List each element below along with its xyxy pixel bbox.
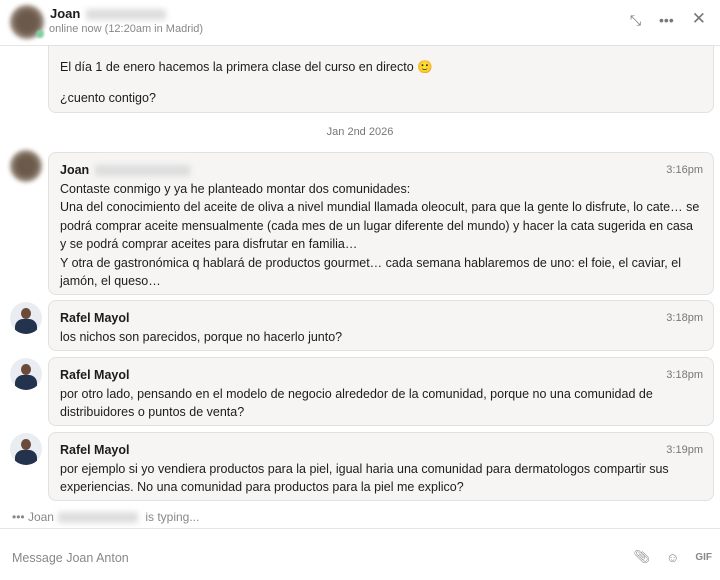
message-bubble — [48, 357, 714, 426]
message-bubble — [48, 45, 714, 113]
gif-button[interactable]: GIF — [695, 551, 712, 563]
message-input[interactable]: Message Joan Anton — [12, 551, 129, 565]
message-text: por otro lado, pensando en el modelo de negocio alrededor de la comunidad, porque no una comunidad de distribuidores o puntos de venta? — [60, 386, 653, 419]
message-text: El día 1 de enero hacemos la primera clase del curso en directo 🙂 — [60, 60, 433, 74]
contact-status: online now (12:20am in Madrid) — [49, 23, 204, 35]
message-bubble — [48, 152, 714, 295]
chat-header — [0, 0, 720, 46]
date-separator: Jan 2nd 2026 — [326, 126, 394, 138]
message-time: 3:18pm — [666, 369, 703, 381]
attachment-icon[interactable]: 📎︎ — [633, 549, 651, 564]
redacted-surname — [86, 9, 166, 20]
typing-indicator: ••• Joan is typing... — [12, 510, 200, 524]
minimize-icon[interactable]: ⤡ — [629, 12, 642, 28]
message-text: Contaste conmigo y ya he planteado montar dos comunidades: Una del conocimiento del aceite de oliva a nivel mundial llamada oleocult, para que la gente lo disfrute, lo cate… se podrá comprar aceite mensualmente (cada mes de un lugar diferente del mundo) y hacer la cata sugerida en casa y se podrá comprar aceites para disfrutar en familia… Y otra de gastronómica q hablará de productos gourmet… cada semana hablaremos de uno: el foie, el caviar, el jamón, el queso… — [60, 181, 700, 288]
typing-dots-icon: ••• — [12, 510, 25, 524]
emoji-icon[interactable]: ☺ — [666, 549, 680, 565]
avatar[interactable] — [10, 302, 42, 334]
avatar[interactable] — [10, 433, 42, 465]
message-text: ¿cuento contigo? — [60, 90, 156, 105]
message-text: por ejemplo si yo vendiera productos para la piel, igual haria una comunidad para dermatologos compartir sus experiencias. No una comunidad para productos para la piel me explico? — [60, 461, 669, 494]
message-time: 3:19pm — [666, 444, 703, 456]
more-options-icon[interactable]: ••• — [659, 12, 674, 28]
message-composer[interactable] — [0, 528, 720, 580]
online-indicator — [36, 30, 44, 38]
message-time: 3:16pm — [666, 164, 703, 176]
message-author[interactable]: Joan — [60, 161, 702, 180]
message-author[interactable]: Rafel Mayol — [60, 311, 130, 325]
message-time: 3:18pm — [666, 312, 703, 324]
avatar[interactable] — [10, 150, 42, 182]
message-bubble — [48, 432, 714, 501]
contact-name[interactable]: Joan — [50, 6, 166, 21]
message-text: los nichos son parecidos, porque no hacerlo junto? — [60, 329, 343, 344]
message-bubble — [48, 300, 714, 351]
message-author[interactable]: Rafel Mayol — [60, 368, 130, 382]
message-author[interactable]: Rafel Mayol — [60, 443, 130, 457]
close-icon[interactable]: ✕ — [691, 9, 706, 28]
avatar[interactable] — [10, 358, 42, 390]
